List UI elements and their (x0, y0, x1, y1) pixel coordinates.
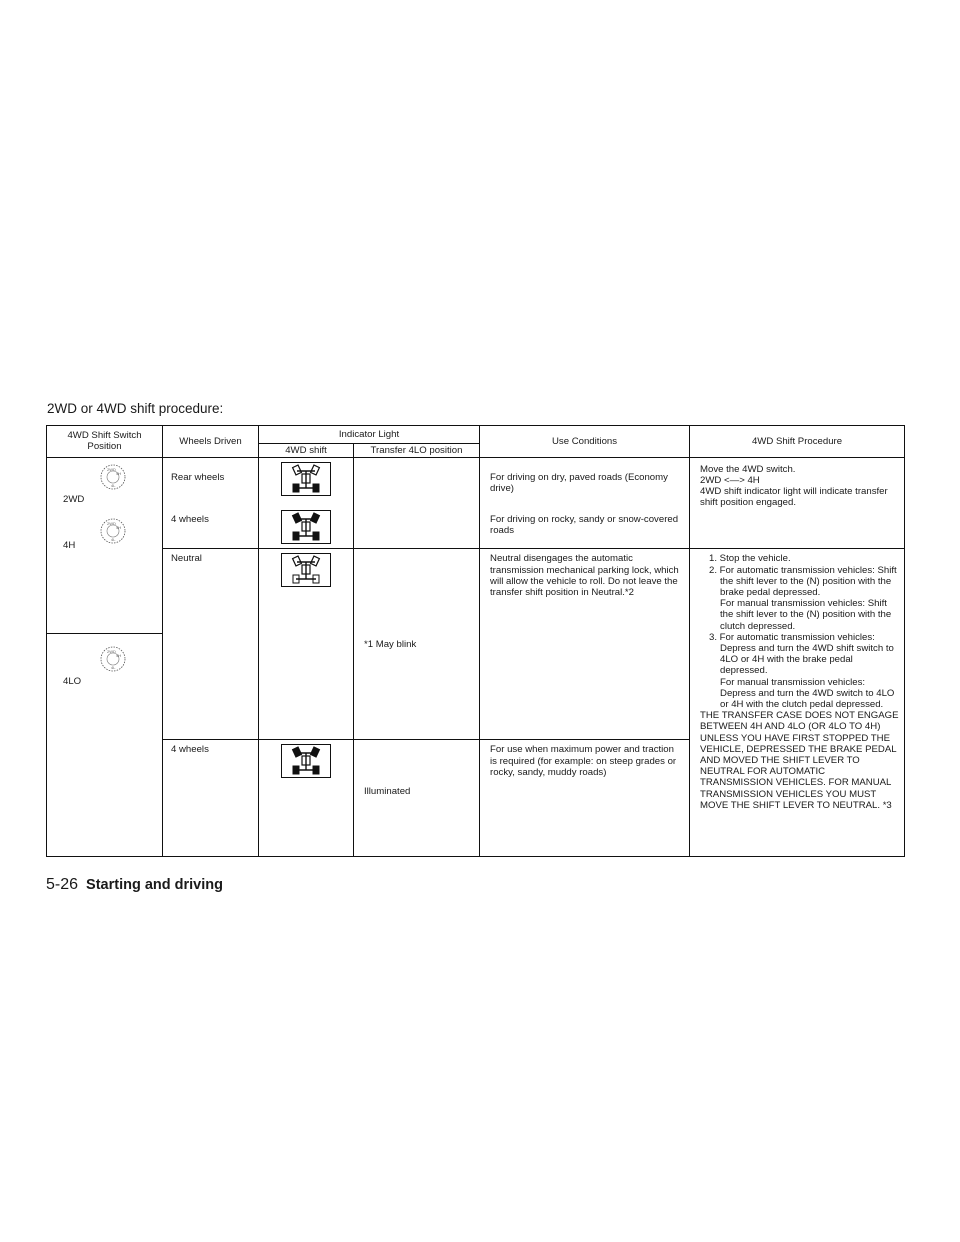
transfer-neutral-cell (354, 549, 480, 740)
position-4h-label: 4H (63, 540, 76, 552)
procedure-line-2: 2WD <—> 4H (700, 474, 760, 486)
procedure-warning: THE TRANSFER CASE DOES NOT ENGAGE BETWEEN 4H AND 4LO (OR 4LO TO 4H) UNLESS YOU HAVE FIRST STOPPED THE VEHICLE, DEPRESSED THE BRAKE PEDAL AND MOVED THE SHIFT LEVER TO NEUTRAL FOR AUTOMATIC TRANSMISSION VEHICLES. FOR MANUAL TRANSMISSION VEHICLES YOU MUST MOVE THE SHIFT LEVER TO NEUTRAL. *3 (700, 710, 899, 811)
position-4h-cell (47, 506, 163, 633)
page-footer (46, 876, 223, 894)
svg-text:4H: 4H (116, 470, 122, 476)
header-switch-position: 4WD Shift Switch Position (47, 426, 163, 458)
indicator-2wd-cell (259, 457, 354, 506)
procedure-line-3: 4WD shift indicator light will indicate transfer shift position engaged. (700, 486, 888, 509)
page-heading: 2WD or 4WD shift procedure: (47, 401, 224, 416)
4wd-switch-dial-icon (98, 462, 128, 492)
procedure-step-3b: For manual transmission vehicles: Depress and turn the 4WD switch to 4LO or 4H with the clutch pedal depressed. (720, 676, 895, 710)
position-2wd-label: 2WD (63, 493, 85, 505)
page-number: 5-26 (46, 876, 79, 893)
use-2wd-cell: For driving on dry, paved roads (Economy drive) (480, 457, 690, 506)
transfer-neutral-text: *1 May blink (364, 638, 417, 650)
procedure-step-3a: 3. For automatic transmission vehicles: Depress and turn the 4WD shift switch to 4LO or 4H with the brake pedal depressed. (709, 631, 894, 677)
4wd-indicator-light-icon (281, 744, 331, 778)
wheels-4lo-cell: 4 wheels (163, 740, 259, 857)
indicator-neutral-cell (259, 549, 354, 740)
header-shift-procedure: 4WD Shift Procedure (690, 426, 905, 458)
svg-text:4H: 4H (116, 525, 122, 531)
svg-text:2WD: 2WD (107, 521, 116, 527)
use-4lo-cell: For use when maximum power and traction is required (for example: on steep grades or rocky, sandy, muddy roads) (480, 740, 690, 857)
procedure-line-1: Move the 4WD switch. (700, 463, 796, 475)
section-title: Starting and driving (86, 877, 223, 893)
use-4h-cell: For driving on rocky, sandy or snow-covered roads (480, 506, 690, 549)
svg-text:4L: 4L (111, 482, 116, 488)
4wd-switch-dial-icon (98, 644, 128, 674)
transfer-4h-cell (354, 506, 480, 549)
wheels-neutral-cell: Neutral (163, 549, 259, 740)
transfer-2wd-cell (354, 457, 480, 506)
position-4lo-label: 4LO (63, 676, 82, 688)
4wd-indicator-light-icon (281, 462, 331, 496)
procedure-step-2a: 2. For automatic transmission vehicles: Shift the shift lever to the (N) position with the brake pedal depressed. (709, 564, 897, 598)
header-4wd-shift: 4WD shift (259, 444, 354, 457)
procedure-2wd-4h-cell (690, 457, 905, 549)
svg-text:2WD: 2WD (107, 466, 116, 472)
indicator-4lo-cell (259, 740, 354, 857)
header-transfer-4lo: Transfer 4LO position (354, 444, 480, 457)
shift-procedure-table (46, 425, 905, 857)
procedure-step-2b: For manual transmission vehicles: Shift the shift lever to the (N) position with the clutch depressed. (720, 598, 892, 632)
procedure-4lo-cell (690, 549, 905, 857)
position-4lo-cell (47, 634, 163, 857)
procedure-step-1: 1. Stop the vehicle. (709, 553, 791, 565)
procedure-steps (700, 553, 900, 710)
header-indicator-light: Indicator Light (259, 426, 480, 444)
wheels-rear-cell: Rear wheels (163, 457, 259, 506)
svg-text:2WD: 2WD (107, 649, 116, 655)
indicator-4h-cell (259, 506, 354, 549)
header-use-conditions: Use Conditions (480, 426, 690, 458)
svg-text:4L: 4L (111, 537, 116, 543)
header-wheels-driven: Wheels Driven (163, 426, 259, 458)
4wd-indicator-light-icon (281, 553, 331, 587)
svg-text:4H: 4H (116, 653, 122, 659)
wheels-4h-cell: 4 wheels (163, 506, 259, 549)
transfer-4lo-cell: Illuminated (354, 740, 480, 857)
svg-text:4L: 4L (111, 665, 116, 671)
position-2wd-cell (47, 457, 163, 506)
use-neutral-cell: Neutral disengages the automatic transmission mechanical parking lock, which will allow the vehicle to roll. Do not leave the transfer shift position in Neutral.*2 (480, 549, 690, 740)
4wd-indicator-light-icon (281, 510, 331, 544)
